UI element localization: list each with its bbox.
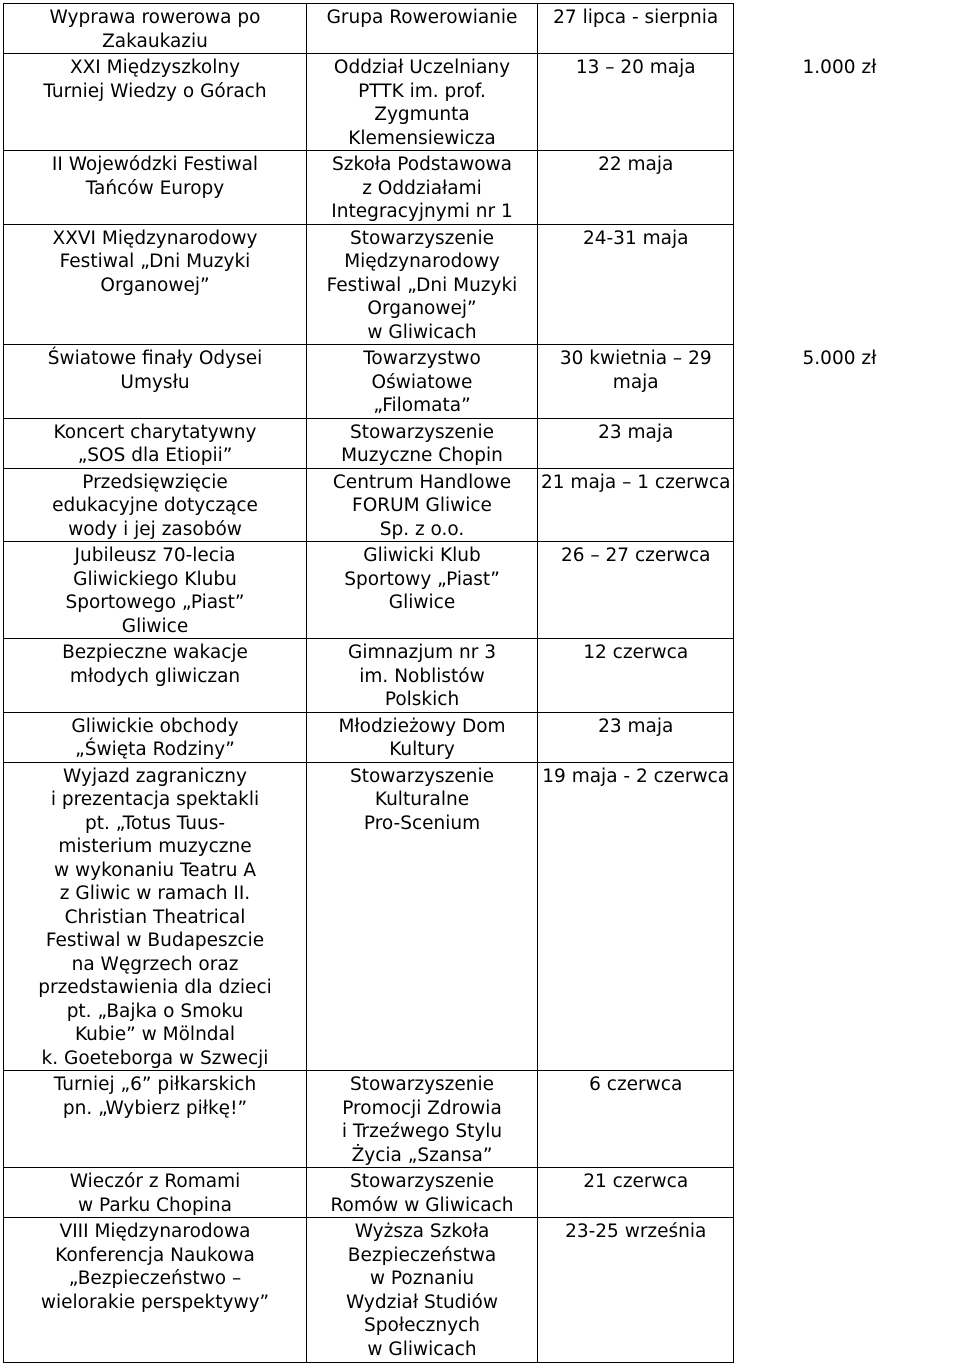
table-row <box>4 712 945 762</box>
date-cell <box>538 151 734 225</box>
date-line: 30 kwietnia – 29 <box>559 348 712 369</box>
amount-cell <box>734 151 945 225</box>
organizer-line: Oświatowe <box>371 371 473 393</box>
organizer-line: PTTK im. prof. <box>358 80 486 102</box>
event-name-line: Kubie” w Mölndal <box>74 1024 236 1045</box>
event-name-line: Organowej” <box>100 274 210 296</box>
organizer-cell <box>307 712 538 762</box>
organizer-line: Klemensiewicza <box>348 127 496 149</box>
event-name-cell <box>4 1071 307 1168</box>
date-line: 21 maja – 1 czerwca <box>541 471 731 493</box>
event-name-line: Konferencja Naukowa <box>55 1244 255 1266</box>
date-line: 6 czerwca <box>589 1074 683 1095</box>
event-name-line: pt. „Totus Tuus- <box>84 812 226 834</box>
event-name-cell <box>4 224 307 345</box>
organizer-line: Kultury <box>389 739 455 760</box>
organizer-line: Romów w Gliwicach <box>330 1194 514 1216</box>
event-name-line: Gliwickie obchody <box>71 715 239 737</box>
date-line: 23-25 września <box>565 1221 707 1242</box>
organizer-line: Szkoła Podstawowa <box>331 154 512 175</box>
event-name-line: w Parku Chopina <box>78 1194 232 1216</box>
organizer-line: Festiwal „Dni Muzyki <box>326 274 518 296</box>
organizer-line: Zygmunta <box>374 104 470 125</box>
organizer-line: Polskich <box>384 689 460 710</box>
table-row <box>4 639 945 713</box>
event-name-line: Światowe finały Odysei <box>47 348 263 369</box>
organizer-cell <box>307 1071 538 1168</box>
organizer-line: Stowarzyszenie <box>349 765 495 787</box>
amount-cell <box>734 345 945 419</box>
event-name-line: w wykonaniu Teatru A <box>54 859 256 881</box>
table-row <box>4 54 945 151</box>
event-name-line: wielorakie perspektywy” <box>40 1291 270 1313</box>
date-cell <box>538 4 734 54</box>
organizer-line: Towarzystwo <box>363 348 481 369</box>
event-name-line: Festiwal w Budapeszcie <box>45 930 265 951</box>
amount-cell <box>734 762 945 1071</box>
event-name-line: młodych gliwiczan <box>69 665 241 687</box>
event-name-line: Turniej „6” piłkarskich <box>53 1074 257 1095</box>
organizer-line: Życia „Szansa” <box>351 1144 493 1166</box>
organizer-line: Muzyczne Chopin <box>341 445 503 466</box>
date-cell <box>538 345 734 419</box>
organizer-line: i Trzeźwego Stylu <box>341 1121 503 1142</box>
event-name-line: Wyprawa rowerowa po <box>49 7 261 28</box>
event-name-line: Wyjazd zagraniczny <box>63 765 247 787</box>
amount-cell <box>734 468 945 542</box>
organizer-line: Gimnazjum nr 3 <box>347 642 497 663</box>
event-name-line: Wieczór z Romami <box>69 1171 241 1192</box>
event-name-line: Koncert charytatywny <box>53 421 257 443</box>
event-name-line: i prezentacja spektakli <box>50 789 260 810</box>
event-name-line: misterium muzyczne <box>58 836 252 857</box>
event-name-line: wody i jej zasobów <box>68 518 242 540</box>
date-cell <box>538 639 734 713</box>
date-cell <box>538 468 734 542</box>
table-row <box>4 1168 945 1218</box>
event-name-line: Umysłu <box>120 371 190 393</box>
amount-cell <box>734 1168 945 1218</box>
organizer-line: Sportowy „Piast” <box>344 568 500 590</box>
date-cell <box>538 542 734 639</box>
date-line: maja <box>612 371 659 393</box>
date-cell <box>538 1168 734 1218</box>
organizer-line: Bezpieczeństwa <box>347 1244 497 1266</box>
event-name-line: przedstawienia dla dzieci <box>38 977 272 998</box>
date-cell <box>538 762 734 1071</box>
amount-cell <box>734 712 945 762</box>
event-name-line: edukacyjne dotyczące <box>52 495 258 516</box>
table-row <box>4 4 945 54</box>
event-name-line: Jubileusz 70-lecia <box>74 545 236 566</box>
event-name-line: „Święta Rodziny” <box>75 739 235 760</box>
organizer-line: Młodzieżowy Dom <box>338 715 506 737</box>
organizer-line: Społecznych <box>364 1315 480 1336</box>
event-name-cell <box>4 345 307 419</box>
event-name-line: XXI Międzyszkolny <box>69 57 241 78</box>
organizer-line: im. Noblistów <box>359 665 485 687</box>
amount-cell <box>734 54 945 151</box>
organizer-cell <box>307 54 538 151</box>
table-row <box>4 418 945 468</box>
date-line: 24-31 maja <box>582 227 689 249</box>
event-name-cell <box>4 762 307 1071</box>
event-name-line: Sportowego „Piast” <box>65 592 245 613</box>
event-name-cell <box>4 542 307 639</box>
event-name-line: „SOS dla Etiopii” <box>77 445 233 466</box>
event-name-line: pn. „Wybierz piłkę!” <box>62 1097 248 1119</box>
organizer-cell <box>307 639 538 713</box>
table-row <box>4 1218 945 1363</box>
date-line: 19 maja - 2 czerwca <box>542 765 730 787</box>
organizer-line: Gliwicki Klub <box>363 545 481 566</box>
organizer-cell <box>307 1168 538 1218</box>
organizer-line: Stowarzyszenie <box>349 421 495 443</box>
date-cell <box>538 1071 734 1168</box>
event-name-cell <box>4 712 307 762</box>
amount-cell <box>734 224 945 345</box>
event-name-line: Turniej Wiedzy o Górach <box>43 80 267 102</box>
organizer-line: w Poznaniu <box>369 1268 475 1289</box>
date-line: 26 – 27 czerwca <box>560 545 711 566</box>
event-name-line: VIII Międzynarodowa <box>59 1221 251 1242</box>
table-row <box>4 224 945 345</box>
date-line: 13 – 20 maja <box>575 57 696 78</box>
event-name-line: XXVI Międzynarodowy <box>52 227 258 249</box>
organizer-line: Integracyjnymi nr 1 <box>331 201 513 222</box>
organizer-line: Stowarzyszenie <box>349 1171 495 1192</box>
event-name-cell <box>4 1168 307 1218</box>
date-line: 21 czerwca <box>583 1171 689 1192</box>
events-table-body <box>4 4 945 1363</box>
event-name-cell <box>4 1218 307 1363</box>
organizer-line: Promocji Zdrowia <box>342 1097 502 1119</box>
organizer-line: FORUM Gliwice <box>352 495 492 516</box>
amount-cell <box>734 639 945 713</box>
event-name-line: Festiwal „Dni Muzyki <box>59 251 251 272</box>
amount-cell <box>734 1071 945 1168</box>
organizer-line: Grupa Rowerowianie <box>326 7 518 28</box>
events-table <box>3 3 944 1363</box>
date-line: 12 czerwca <box>583 642 689 663</box>
organizer-line: w Gliwicach <box>367 1338 477 1360</box>
event-name-line: na Węgrzech oraz <box>71 953 239 975</box>
organizer-line: Stowarzyszenie <box>349 227 495 249</box>
amount-cell <box>734 418 945 468</box>
event-name-line: Przedsięwzięcie <box>82 471 228 493</box>
organizer-line: z Oddziałami <box>362 177 482 199</box>
event-name-line: II Wojewódzki Festiwal <box>51 154 259 175</box>
amount-line: 5.000 zł <box>802 347 877 369</box>
event-name-cell <box>4 4 307 54</box>
organizer-line: Międzynarodowy <box>344 251 500 272</box>
organizer-line: Stowarzyszenie <box>349 1074 495 1095</box>
event-name-line: k. Goeteborga w Szwecji <box>41 1047 269 1069</box>
event-name-cell <box>4 639 307 713</box>
organizer-cell <box>307 224 538 345</box>
table-row <box>4 1071 945 1168</box>
event-name-cell <box>4 418 307 468</box>
organizer-line: „Filomata” <box>373 395 471 416</box>
event-name-line: Gliwickiego Klubu <box>73 568 237 590</box>
date-line: 23 maja <box>598 715 674 737</box>
event-name-cell <box>4 151 307 225</box>
table-row <box>4 762 945 1071</box>
event-name-line: Christian Theatrical <box>64 906 246 928</box>
organizer-line: Oddział Uczelniany <box>333 57 511 78</box>
organizer-line: Sp. z o.o. <box>379 518 465 540</box>
event-name-line: Zakaukaziu <box>102 30 208 52</box>
event-name-line: pt. „Bajka o Smoku <box>66 1000 244 1022</box>
event-name-cell <box>4 54 307 151</box>
table-row <box>4 468 945 542</box>
date-cell <box>538 224 734 345</box>
date-cell <box>538 712 734 762</box>
organizer-cell <box>307 542 538 639</box>
date-line: 27 lipca - sierpnia <box>553 7 719 28</box>
organizer-cell <box>307 4 538 54</box>
event-name-line: Bezpieczne wakacje <box>62 642 248 663</box>
organizer-cell <box>307 762 538 1071</box>
amount-line: 1.000 zł <box>802 56 877 78</box>
organizer-cell <box>307 1218 538 1363</box>
date-cell <box>538 54 734 151</box>
table-row <box>4 542 945 639</box>
date-line: 23 maja <box>598 421 674 443</box>
amount-cell <box>734 4 945 54</box>
table-row <box>4 151 945 225</box>
amount-cell <box>734 1218 945 1363</box>
event-name-cell <box>4 468 307 542</box>
organizer-line: Wydział Studiów <box>345 1291 499 1313</box>
date-cell <box>538 1218 734 1363</box>
organizer-line: Gliwice <box>388 592 456 613</box>
date-line: 22 maja <box>598 154 674 175</box>
organizer-line: Organowej” <box>367 298 477 319</box>
event-name-line: „Bezpieczeństwo – <box>68 1268 242 1289</box>
organizer-line: Kulturalne <box>374 789 470 810</box>
event-name-line: Gliwice <box>121 615 189 637</box>
date-cell <box>538 418 734 468</box>
event-name-line: Tańców Europy <box>85 177 225 199</box>
organizer-cell <box>307 468 538 542</box>
organizer-line: Wyższa Szkoła <box>354 1221 490 1242</box>
organizer-line: Centrum Handlowe <box>332 471 512 493</box>
organizer-line: Pro-Scenium <box>363 812 481 834</box>
organizer-cell <box>307 418 538 468</box>
organizer-cell <box>307 345 538 419</box>
organizer-cell <box>307 151 538 225</box>
amount-cell <box>734 542 945 639</box>
organizer-line: w Gliwicach <box>367 321 477 343</box>
event-name-line: z Gliwic w ramach II. <box>59 883 251 904</box>
table-row <box>4 345 945 419</box>
